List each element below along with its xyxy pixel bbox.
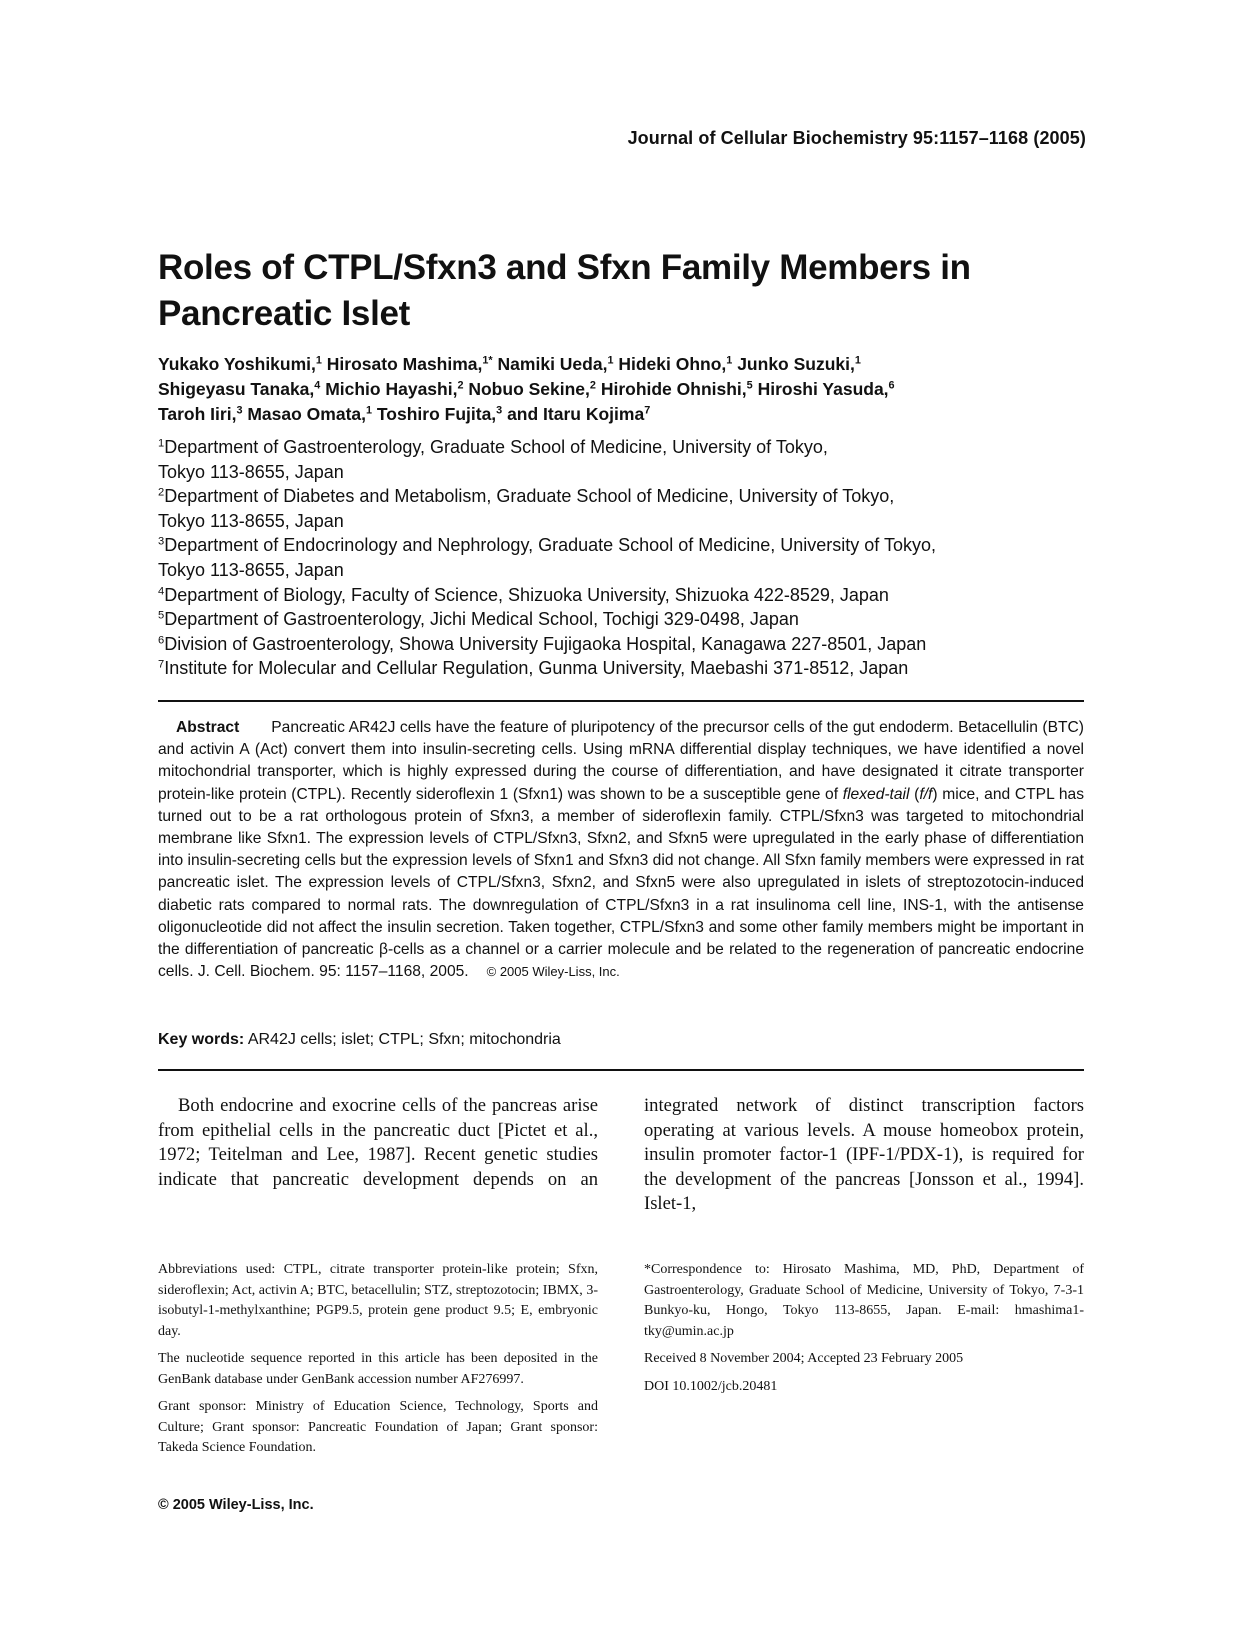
footnote-grants: Grant sponsor: Ministry of Education Science, Technology, Sports and Culture; Grant sponsor: Pancreatic Foundation of Japan; Grant sponsor: Takeda Science Foundation. [158,1399,598,1455]
body-column-left: Both endocrine and exocrine cells of the pancreas arise from epithelial cells in the pancreatic duct [Pictet et al., 1972; Teitelman and Lee, 1987]. Recent genetic studies indicate that pancreatic development depends on an [158,1095,598,1190]
affiliation-number: 6 [158,634,165,647]
abstract-text: ( [909,785,920,803]
affiliation-number: 5 [158,609,165,622]
affiliation-list [158,435,1098,681]
author-affil-mark: 1 [315,354,322,367]
author-name: Taroh Iiri, [158,404,237,424]
affiliation-number: 7 [158,658,165,671]
footnote-doi: DOI 10.1002/jcb.20481 [644,1378,778,1394]
author-name: Hideki Ohno, [618,354,727,374]
author-line [158,402,1098,427]
affiliation-number: 1 [158,437,165,450]
author-name: Masao Omata, [247,404,366,424]
author-name: Hirosato Mashima, [326,354,483,374]
affiliation-item [158,607,1098,632]
body-column-right: integrated network of distinct transcription factors operating at various levels. A mouse homeobox protein, insulin promoter factor-1 (IPF-1/PDX-1), is required for the development of the pancreas [Jonsson et al., 1994]. Islet-1, [644,1095,1084,1214]
author-name: Hirohide Ohnishi, [600,379,747,399]
author-affil-mark: 7 [644,404,651,417]
title-line-1: Roles of CTPL/Sfxn3 and Sfxn Family Members in [158,248,971,287]
author-affil-mark: 1* [482,354,493,367]
author-line [158,377,1098,402]
footnotes-left [158,1260,598,1466]
author-affil-mark: 3 [496,404,503,417]
footnote-genbank: The nucleotide sequence reported in this article has been deposited in the GenBank database under GenBank accession number AF276997. [158,1351,598,1387]
author-affil-mark: 1 [726,354,733,367]
affiliation-text: Department of Diabetes and Metabolism, Graduate School of Medicine, University of Tokyo, [164,486,895,507]
abstract [158,717,1084,983]
affiliation-text: Department of Biology, Faculty of Science, Shizuoka University, Shizuoka 422-8529, Japan [164,584,889,605]
author-name: and Itaru Kojima [507,404,645,424]
abstract-text: ) mice, and CTPL has turned out to be a rat orthologous protein of Sfxn3, a member of sideroflexin family. CTPL/Sfxn3 was targeted to mitochondrial membrane like Sfxn1. The expression levels of CTPL/Sfxn3, Sfxn2, and Sfxn5 were upregulated in the early phase of differentiation into insulin-secreting cells but the expression levels of Sfxn1 and Sfxn3 did not change. All Sfxn family members were expressed in rat pancreatic islet. The expression levels of CTPL/Sfxn3, Sfxn2, and Sfxn5 were also upregulated in islets of streptozotocin-induced diabetic rats compared to normal rats. The downregulation of CTPL/Sfxn3 in a rat insulinoma cell line, INS-1, with the antisense oligonucleotide did not affect the insulin secretion. Taken together, CTPL/Sfxn3 and some other family members might be important in the differentiation of pancreatic β-cells as a channel or a carrier molecule and be related to the regeneration of pancreatic endocrine cells. J. Cell. Biochem. 95: 1157–1168, 2005. [158,785,1084,981]
author-affil-mark: 2 [457,379,464,392]
affiliation-item [158,435,1098,460]
affiliation-continuation: Tokyo 113-8655, Japan [158,461,344,482]
author-name: Michio Hayashi, [325,379,458,399]
affiliation-item [158,533,1098,558]
author-affil-mark: 2 [589,379,596,392]
abstract-copyright: © 2005 Wiley-Liss, Inc. [486,964,620,980]
abstract-label: Abstract [176,719,240,736]
affiliation-text: Institute for Molecular and Cellular Regulation, Gunma University, Maebashi 371-8512, Japan [164,658,909,679]
affiliation-number: 4 [158,584,165,597]
author-name: Yukako Yoshikumi, [158,354,316,374]
author-line [158,352,1098,377]
abstract-italic-term: f/f [919,785,933,803]
affiliation-text: Department of Gastroenterology, Graduate School of Medicine, University of Tokyo, [164,437,828,457]
author-name: Namiki Ueda, [497,354,608,374]
abstract-text: Pancreatic AR42J cells have the feature of pluripotency of the precursor cells of the gut endoderm. Betacellulin (BTC) and activin A (Act) convert them into insulin-secreting cells. Using mRNA differential display techniques, we have identified a novel mitochondrial transporter, which is highly expressed during the course of differentiation, and have designated it citrate transporter protein-like protein (CTPL). Recently sideroflexin 1 (Sfxn1) was shown to be a susceptible gene of [158,719,1084,803]
affiliation-item [158,656,1098,681]
affiliation-continuation: Tokyo 113-8655, Japan [158,510,344,531]
affiliation-item [158,632,1098,657]
body-top-rule [158,1069,1084,1071]
author-name: Toshiro Fujita, [376,404,497,424]
author-list [158,352,1098,427]
author-name: Hiroshi Yasuda, [757,379,889,399]
author-affil-mark: 6 [888,379,895,392]
affiliation-text: Division of Gastroenterology, Showa University Fujigaoka Hospital, Kanagawa 227-8501, Japan [164,633,927,654]
affiliation-text: Department of Endocrinology and Nephrology, Graduate School of Medicine, University of Tokyo, [164,535,936,556]
author-affil-mark: 5 [746,379,753,392]
abstract-top-rule [158,700,1084,702]
affiliation-continuation: Tokyo 113-8655, Japan [158,559,344,580]
title-line-2: Pancreatic Islet [158,294,411,333]
author-affil-mark: 1 [607,354,614,367]
author-name: Junko Suzuki, [737,354,855,374]
affiliation-number: 2 [158,486,165,499]
affiliation-text: Department of Gastroenterology, Jichi Medical School, Tochigi 329-0498, Japan [164,609,799,630]
author-affil-mark: 1 [366,404,373,417]
journal-header: Journal of Cellular Biochemistry 95:1157–1168 (2005) [627,128,1086,148]
author-name: Shigeyasu Tanaka, [158,379,315,399]
abstract-italic-term: flexed-tail [842,785,910,803]
keywords [158,1029,561,1051]
affiliation-item [158,484,1098,509]
author-name: Nobuo Sekine, [468,379,590,399]
article-title [158,245,1098,337]
footnotes-right [644,1260,1084,1404]
footnote-copyright: © 2005 Wiley-Liss, Inc. [158,1497,314,1513]
affiliation-item [158,583,1098,608]
author-affil-mark: 3 [236,404,243,417]
author-affil-mark: 1 [854,354,861,367]
footnote-received: Received 8 November 2004; Accepted 23 February 2005 [644,1351,964,1366]
keywords-label: Key words: [158,1031,245,1048]
author-affil-mark: 4 [314,379,321,392]
affiliation-number: 3 [158,535,165,548]
footnote-abbreviations: Abbreviations used: CTPL, citrate transporter protein-like protein; Sfxn, sideroflexin; Act, activin A; BTC, betacellulin; STZ, streptozotocin; IBMX, 3-isobutyl-1-methylxanthine; PGP9.5, protein gene product 9.5; E, embryonic day. [158,1262,598,1339]
footnote-correspondence: *Correspondence to: Hirosato Mashima, MD, PhD, Department of Gastroenterology, Graduate School of Medicine, University of Tokyo, 7-3-1 Bunkyo-ku, Hongo, Tokyo 113-8655, Japan. E-mail: hmashima1-tky@umin.ac.jp [644,1262,1084,1339]
keywords-text: AR42J cells; islet; CTPL; Sfxn; mitochondria [247,1031,561,1048]
